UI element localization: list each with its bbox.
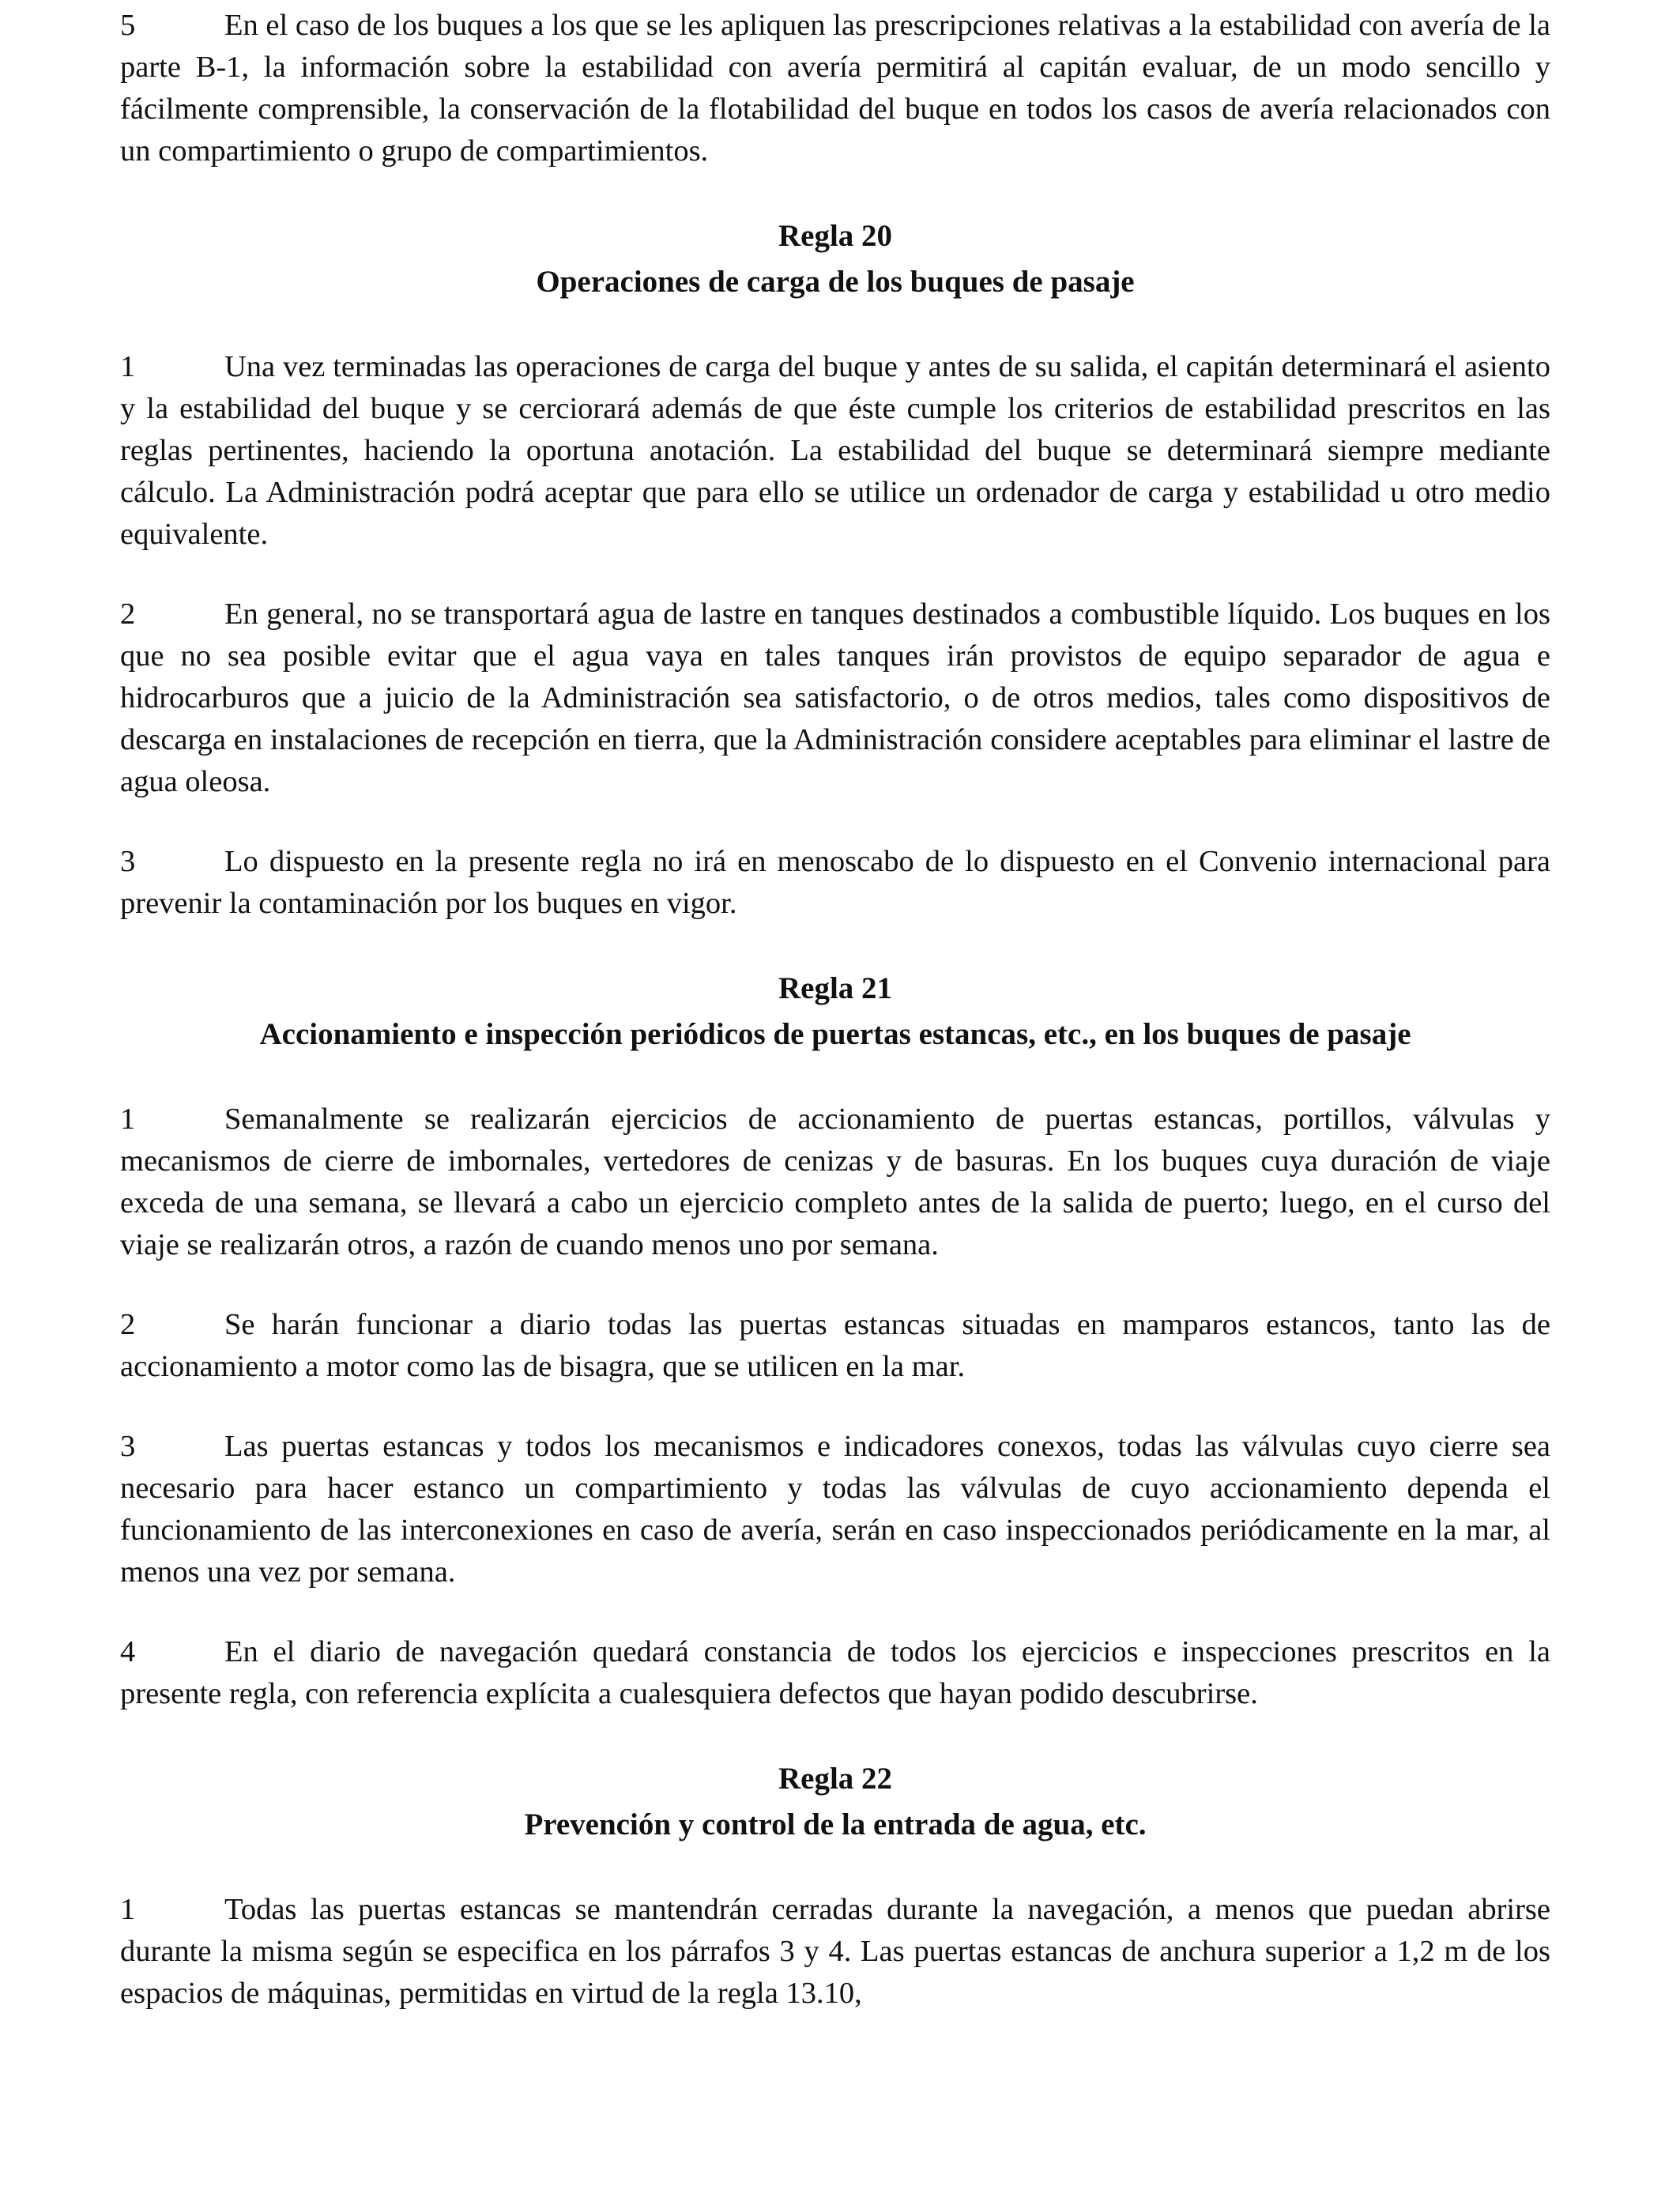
rule-number: Regla 22 bbox=[778, 1762, 893, 1796]
paragraph-number: 2 bbox=[120, 1308, 136, 1341]
paragraph-3 bbox=[120, 1426, 1550, 1593]
paragraph-1 bbox=[120, 346, 1550, 556]
paragraph-number: 2 bbox=[120, 598, 136, 631]
paragraph-text: En general, no se transportará agua de lastre en tanques destinados a combustible líquido. Los buques en los que no sea posible evitar que el agua vaya en tales tanques irán provistos de equipo separador de agua e hidrocarburos que a juicio de la Administración sea satisfactorio, o de otros medios, tales como dispositivos de descarga en instalaciones de recepción en tierra, que la Administración considere aceptables para eliminar el lastre de agua oleosa. bbox=[120, 598, 1550, 798]
paragraph-4 bbox=[120, 1631, 1550, 1715]
paragraph-number: 5 bbox=[120, 9, 136, 42]
paragraph-text: Las puertas estancas y todos los mecanismos e indicadores conexos, todas las válvulas cuyo cierre sea necesario para hacer estanco un compartimiento y todas las válvulas de cuyo accionamiento dependa el funcionamiento de las interconexiones en caso de avería, serán en caso inspeccionados periódicamente en la mar, al menos una vez por semana. bbox=[120, 1430, 1550, 1589]
section-regla-21 bbox=[120, 966, 1550, 1715]
paragraph-text: Semanalmente se realizarán ejercicios de accionamiento de puertas estancas, portillos, válvulas y mecanismos de cierre de imbornales, vertedores de cenizas y de basuras. En los buques cuya duración de viaje exceda de una semana, se llevará a cabo un ejercicio completo antes de la salida de puerto; luego, en el curso del viaje se realizarán otros, a razón de cuando menos uno por semana. bbox=[120, 1103, 1550, 1261]
paragraph-text: En el caso de los buques a los que se les apliquen las prescripciones relativas a la estabilidad con avería de la parte B-1, la información sobre la estabilidad con avería permitirá al capitán evaluar, de un modo sencillo y fácilmente comprensible, la conservación de la flotabilidad del buque en todos los casos de avería relacionados con un compartimiento o grupo de compartimientos. bbox=[120, 9, 1550, 168]
paragraph-number: 1 bbox=[120, 1103, 136, 1136]
rule-number: Regla 21 bbox=[778, 971, 893, 1005]
section-regla-20 bbox=[120, 213, 1550, 925]
paragraph-text: Lo dispuesto en la presente regla no irá en menoscabo de lo dispuesto en el Convenio internacional para prevenir la contaminación por los buques en vigor. bbox=[120, 845, 1550, 920]
paragraph-text: Se harán funcionar a diario todas las puertas estancas situadas en mamparos estancos, tanto las de accionamiento a motor como las de bisagra, que se utilicen en la mar. bbox=[120, 1308, 1550, 1383]
paragraph-1 bbox=[120, 1099, 1550, 1266]
paragraph-1 bbox=[120, 1889, 1550, 2015]
paragraph-text: Una vez terminadas las operaciones de carga del buque y antes de su salida, el capitán determinará el asiento y la estabilidad del buque y se cerciorará además de que éste cumple los criterios de estabilidad prescritos en las reglas pertinentes, haciendo la oportuna anotación. La estabilidad del buque se determinará siempre mediante cálculo. La Administración podrá aceptar que para ello se utilice un ordenador de carga y estabilidad u otro medio equivalente. bbox=[120, 350, 1550, 551]
rule-title: Prevención y control de la entrada de agua, etc. bbox=[524, 1808, 1147, 1842]
paragraph-number: 1 bbox=[120, 1893, 136, 1926]
rule-title: Operaciones de carga de los buques de pasaje bbox=[536, 265, 1135, 299]
paragraph-text: Todas las puertas estancas se mantendrán cerradas durante la navegación, a menos que puedan abrirse durante la misma según se especifica en los párrafos 3 y 4. Las puertas estancas de anchura superior a 1,2 m de los espacios de máquinas, permitidas en virtud de la regla 13.10, bbox=[120, 1893, 1550, 2010]
paragraph-number: 1 bbox=[120, 350, 136, 383]
paragraph-5 bbox=[120, 5, 1550, 172]
rule-title: Accionamiento e inspección periódicos de puertas estancas, etc., en los buques de pasaje bbox=[259, 1017, 1411, 1051]
paragraph-number: 4 bbox=[120, 1635, 136, 1668]
rule-number: Regla 20 bbox=[778, 219, 893, 253]
paragraph-text: En el diario de navegación quedará constancia de todos los ejercicios e inspecciones prescritos en la presente regla, con referencia explícita a cualesquiera defectos que hayan podido descubrirse. bbox=[120, 1635, 1550, 1710]
paragraph-2 bbox=[120, 594, 1550, 803]
paragraph-number: 3 bbox=[120, 1430, 136, 1463]
paragraph-3 bbox=[120, 841, 1550, 925]
paragraph-2 bbox=[120, 1304, 1550, 1388]
document-page bbox=[120, 0, 1550, 2015]
section-regla-22 bbox=[120, 1756, 1550, 2015]
paragraph-number: 3 bbox=[120, 845, 136, 878]
